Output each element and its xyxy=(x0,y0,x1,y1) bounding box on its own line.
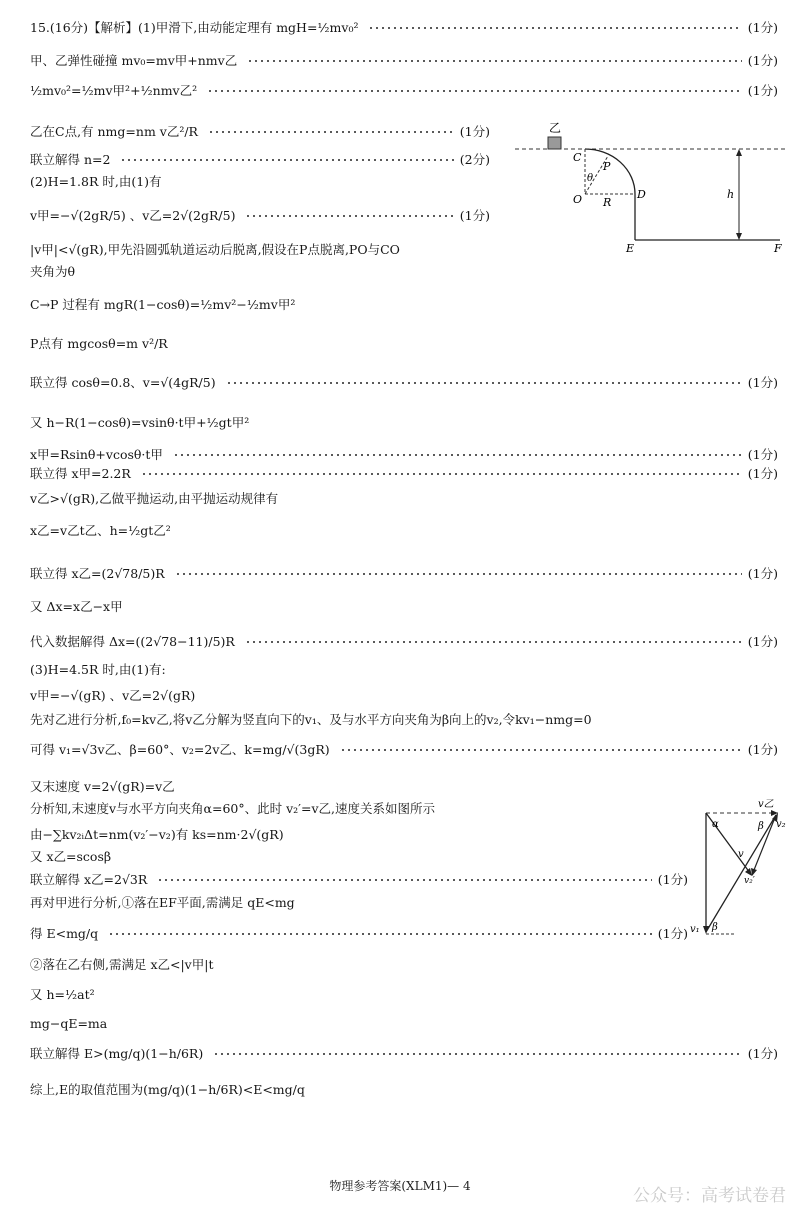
solution-text: 联立得 x乙=(2√78/5)R xyxy=(30,566,165,581)
leader-dots xyxy=(108,933,652,935)
leader-dots xyxy=(213,1053,742,1055)
label-beta-top: β xyxy=(758,821,764,832)
solution-line xyxy=(30,599,778,615)
solution-text: x乙=v乙t乙、h=½gt乙² xyxy=(30,523,171,538)
solution-text: 先对乙进行分析,f₀=kv乙,将v乙分解为竖直向下的v₁、及与水平方向夹角为β向上的v₂,令kv₁−nmg=0 xyxy=(30,712,592,727)
leader-dots xyxy=(175,573,742,575)
solution-text: 代入数据解得 Δx=((2√78−11)/5)R xyxy=(30,634,235,649)
solution-text: C→P 过程有 mgR(1−cosθ)=½mv²−½mv甲² xyxy=(30,297,296,312)
velocity-figure xyxy=(688,795,790,940)
solution-line xyxy=(30,849,688,865)
solution-text: ②落在乙右侧,需满足 x乙<|v甲|t xyxy=(30,957,214,972)
leader-dots xyxy=(157,879,652,881)
solution-text: (2)H=1.8R 时,由(1)有 xyxy=(30,174,162,189)
label-v1: v₁ xyxy=(690,924,700,935)
watermark: 公众号：高考试卷君 xyxy=(633,1186,786,1206)
solution-text: 又 Δx=x乙−x甲 xyxy=(30,599,123,614)
solution-text: 再对甲进行分析,①落在EF平面,需满足 qE<mg xyxy=(30,895,295,910)
solution-text: 又 h−R(1−cosθ)=vsinθ·t甲+½gt甲² xyxy=(30,415,250,430)
solution-line xyxy=(30,336,778,352)
solution-text: 联立得 cosθ=0.8、v=√(4gR/5) xyxy=(30,375,216,390)
score-mark: (1分) xyxy=(747,1046,778,1061)
solution-line xyxy=(30,83,778,99)
leader-dots xyxy=(245,641,742,643)
page-footer: 物理参考答案(XLM1)— 4 xyxy=(329,1179,471,1193)
solution-text: |v甲|<√(gR),甲先沿圆弧轨道运动后脱离,假设在P点脱离,PO与CO xyxy=(30,242,400,257)
solution-line xyxy=(30,957,778,973)
label-f: F xyxy=(774,242,782,255)
leader-dots xyxy=(120,159,453,161)
track-figure xyxy=(515,118,800,258)
solution-line xyxy=(30,1046,778,1062)
solution-line xyxy=(30,662,778,678)
solution-text: 15.(16分)【解析】(1)甲滑下,由动能定理有 mgH=½mv₀² xyxy=(30,20,359,35)
score-mark: (1分) xyxy=(657,872,688,887)
solution-line xyxy=(30,174,490,190)
label-beta-bottom: β xyxy=(712,922,718,933)
leader-dots xyxy=(141,473,742,475)
solution-text: v甲=−√(gR) 、v乙=2√(gR) xyxy=(30,688,196,703)
label-v2-prime: v₂′ xyxy=(744,876,755,886)
leader-dots xyxy=(226,382,742,384)
solution-line xyxy=(30,447,778,463)
solution-line xyxy=(30,491,778,507)
solution-text: 乙在C点,有 nmg=nm v乙²/R xyxy=(30,124,198,139)
solution-line xyxy=(30,634,778,650)
leader-dots xyxy=(173,454,742,456)
solution-text: v乙>√(gR),乙做平抛运动,由平抛运动规律有 xyxy=(30,491,279,506)
leader-dots xyxy=(207,90,742,92)
solution-line xyxy=(30,208,490,224)
label-v-yi: v乙 xyxy=(758,799,774,810)
block-yi xyxy=(548,137,561,149)
solution-line xyxy=(30,297,778,313)
solution-line xyxy=(30,566,778,582)
label-e: E xyxy=(626,242,635,255)
solution-text: mg−qE=ma xyxy=(30,1016,108,1031)
solution-line xyxy=(30,264,778,280)
score-mark: (1分) xyxy=(657,926,688,941)
solution-line xyxy=(30,712,778,728)
solution-line xyxy=(30,895,688,911)
solution-text: 分析知,末速度v与水平方向夹角α=60°、此时 v₂′=v乙,速度关系如图所示 xyxy=(30,801,435,816)
score-mark: (1分) xyxy=(747,53,778,68)
solution-text: (3)H=4.5R 时,由(1)有: xyxy=(30,662,166,677)
solution-text: 综上,E的取值范围为(mg/q)(1−h/6R)<E<mg/q xyxy=(30,1082,305,1097)
solution-line xyxy=(30,1016,778,1032)
solution-line xyxy=(30,375,778,391)
solution-text: 得 E<mg/q xyxy=(30,926,99,941)
solution-text: 联立解得 x乙=2√3R xyxy=(30,872,148,887)
leader-dots xyxy=(368,27,741,29)
label-c: C xyxy=(573,151,582,164)
solution-text: v甲=−√(2gR/5) 、v乙=2√(2gR/5) xyxy=(30,208,236,223)
solution-text: 可得 v₁=√3v乙、β=60°、v₂=2v乙、k=mg/√(3gR) xyxy=(30,742,330,757)
solution-line xyxy=(30,124,490,140)
label-o: O xyxy=(573,193,583,206)
solution-text: 又末速度 v=2√(gR)=v乙 xyxy=(30,779,175,794)
solution-text: 由−∑kv₂ᵢΔt=nm(v₂′−v₂)有 ks=nm·2√(gR) xyxy=(30,827,284,842)
solution-line xyxy=(30,523,778,539)
solution-text: 联立解得 n=2 xyxy=(30,152,111,167)
score-mark: (1分) xyxy=(747,375,778,390)
label-h: h xyxy=(727,188,735,201)
score-mark: (1分) xyxy=(747,447,778,462)
solution-line xyxy=(30,742,778,758)
score-mark: (1分) xyxy=(459,124,490,139)
solution-line xyxy=(30,872,688,888)
label-r: R xyxy=(603,196,612,209)
leader-dots xyxy=(208,131,454,133)
solution-line xyxy=(30,688,778,704)
solution-line xyxy=(30,926,688,942)
score-mark: (1分) xyxy=(747,466,778,481)
solution-text: 甲、乙弹性碰撞 mv₀=mv甲+nmv乙 xyxy=(30,53,238,68)
score-mark: (1分) xyxy=(747,742,778,757)
solution-text: 又 x乙=scosβ xyxy=(30,849,112,864)
solution-line xyxy=(30,466,778,482)
label-v2: v₂ xyxy=(776,819,786,830)
score-mark: (1分) xyxy=(459,208,490,223)
solution-line xyxy=(30,20,778,36)
solution-text: P点有 mgcosθ=m v²/R xyxy=(30,336,168,351)
solution-line xyxy=(30,827,688,843)
label-theta: θ xyxy=(587,173,594,184)
score-mark: (1分) xyxy=(747,83,778,98)
solution-text: ½mv₀²=½mv甲²+½nmv乙² xyxy=(30,83,198,98)
label-v: v xyxy=(738,849,744,860)
leader-dots xyxy=(245,215,453,217)
leader-dots xyxy=(247,60,742,62)
label-p: P xyxy=(603,160,611,173)
solution-text: 夹角为θ xyxy=(30,264,76,279)
solution-line xyxy=(30,987,778,1003)
solution-line xyxy=(30,415,778,431)
solution-line xyxy=(30,1082,778,1098)
label-block: 乙 xyxy=(549,121,562,135)
solution-line xyxy=(30,53,778,69)
leader-dots xyxy=(340,749,742,751)
solution-line xyxy=(30,801,688,817)
score-mark: (1分) xyxy=(747,566,778,581)
solution-line xyxy=(30,152,490,168)
solution-text: 联立解得 E>(mg/q)(1−h/6R) xyxy=(30,1046,204,1061)
label-alpha: α xyxy=(712,819,719,830)
score-mark: (1分) xyxy=(747,634,778,649)
solution-line xyxy=(30,779,688,795)
solution-text: 联立得 x甲=2.2R xyxy=(30,466,131,481)
score-mark: (2分) xyxy=(459,152,490,167)
score-mark: (1分) xyxy=(747,20,778,35)
solution-text: 又 h=½at² xyxy=(30,987,95,1002)
solution-text: x甲=Rsinθ+vcosθ·t甲 xyxy=(30,447,163,462)
label-d: D xyxy=(637,188,646,201)
